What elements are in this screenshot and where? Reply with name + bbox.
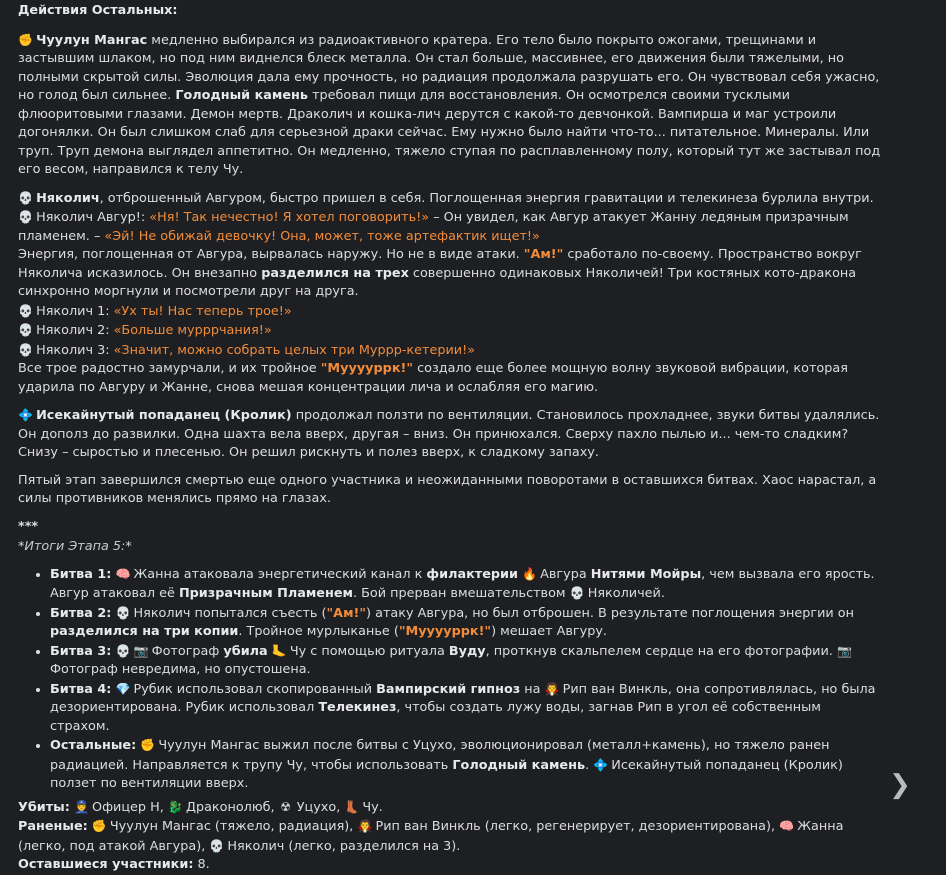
diamond-icon: 💠 (593, 757, 609, 772)
killed-line: Убиты: 👮 Офицер Н, 🐉 Драконолюб, ☢ Уцухо, 👢 Чу. (18, 799, 383, 815)
fist-icon: ✊ (140, 738, 156, 752)
skull-icon: 💀 (18, 190, 33, 205)
list-item: • Битва 3: 💀 📷 Фотограф убила 🦶 Чу с помощью ритуала Вуду, проткнув скальпелем сердце на его фотографии. 📷 Фотограф невредима, но опустошена. (50, 642, 884, 680)
paragraph-chuulun: ✊ Чуулун Мангас медленно выбирался из радиоактивного кратера. Его тело было покрыто ожогами, трещинами и застывшим шлаком, но под ним виднелся блеск металла. Он стал больше, массивнее, его движения были тяжелыми, но полными скрытой силы. Эволюция дала ему прочность, но радиация продолжала разрушать его. Он чувствовал себя ужасно, но голод был сильнее. Голодный камень требовал пищи для восстановления. Он осмотрелся своими тусклыми флюоритовыми глазами. Демон мертв. Драколич и кошка-лич дерутся с какой-то девчонкой. Вампирша и маг устроили догонялки. Он был слишком слаб для серьезной драки сейчас. Ему нужно было найти что-то... питательное. Минералы. Или труп. Труп демона выглядел аппетитно. Он медленно, тяжело ступая по расплавленному полу, который тут же застывал под его весом, направился к телу Чу. (18, 32, 881, 177)
vampire-icon: 🧛 (544, 681, 560, 696)
paragraph-isekai: 💠 Исекайнутый попаданец (Кролик) продолжал ползти по вентиляции. Становилось прохладнее, звуки битвы удалялись. Он дополз до развилки. Одна шахта вела вверх, другая – вниз. Он принюхался. Сверху пахло пылью и... чем-то сладким? Снизу – сыростью и плесенью. Он решил рискнуть и полез вверх, к сладкому запаху. (18, 408, 880, 460)
brain-icon: 🧠 (115, 566, 131, 581)
officer-icon: 👮 (73, 799, 89, 814)
skull-icon: 💀 (115, 605, 131, 620)
fire-icon: 🔥 (522, 566, 537, 581)
list-item: • Битва 4: 💎 Рубик использовал скопированный Вампирский гипноз на 🧛 Рип ван Винкль, она сопротивлялась, но была дезориентирована. Рубик использовал Телекинез, чтобы создать лужу воды, загнав Рип в угол её собственным страхом. (50, 680, 884, 737)
paragraph-stage-end: Пятый этап завершился смертью еще одного участника и неожиданными поворотами в оставшихся битвах. Хаос нарастал, а силы противников менялись прямо на глазах. (18, 472, 877, 506)
dragon-icon: 🐉 (167, 799, 183, 814)
brain-icon: 🧠 (779, 819, 795, 833)
skull-icon: 💀 (18, 342, 33, 357)
diamond-icon: 💠 (18, 408, 33, 422)
remaining-line: Оставшиеся участники: 8. (18, 857, 210, 872)
skull-icon: 💀 (569, 586, 585, 600)
fist-icon: ✊ (91, 819, 107, 833)
summary-title: *Итоги Этапа 5:* (18, 539, 132, 554)
paragraph-nyakolich: 💀 Няколич, отброшенный Авгуром, быстро пришел в себя. Поглощенная энергия гравитации и телекинеза бурлила внутри. 💀 Няколич Авгур!: «Ня! Так нечестно! Я хотел поговорить!» – Он увидел, как Авгур атакует Жанну ледяным призрачным пламенем. – «Эй! Не обижай девочку! Она, может, тоже артефактик ищет!» Энергия, поглощенная от Авгура, вырвалась наружу. Но не в виде атаки. "Ам!" сработало по-своему. Пространство вокруг Няколича исказилось. Он внезапно разделился на трех совершенно одинаковых Няколичей! Три костяных кото-дракона синхронно моргнули и посмотрели друг на друга. 💀 Няколич 1: «Ух ты! Нас теперь трое!» 💀 Няколич 2: «Больше мурррчания!» 💀 Няколич 3: «Значит, можно собрать целых три Муррр-кетерии!» Все трое радостно замурчали, и их тройное "Мууууррк!" создало еще более мощную волну звуковой вибрации, которая ударила по Авгуру и Жанне, снова мешая концентрации лича и ослабляя его магию. (18, 190, 874, 395)
camera-icon: 📷 (836, 643, 852, 658)
list-item: • Остальные: ✊ Чуулун Мангас выжил после битвы с Уцухо, эволюционировал (металл+камень), но тяжело ранен радиацией. Направляется к трупу Чу, чтобы использовать Голодный камень. 💠 Исекайнутый попаданец (Кролик) ползет по вентиляции вверх. (50, 736, 884, 794)
foot-icon: 🦶 (271, 643, 287, 658)
skull-icon: 💀 (18, 303, 33, 318)
gem-icon: 💎 (115, 681, 131, 696)
skull-icon: 💀 (115, 643, 131, 658)
section-heading: Действия Остальных: (18, 3, 178, 18)
message-content (18, 0, 884, 875)
next-arrow-button[interactable]: ❯ (889, 770, 911, 800)
skull-icon: 💀 (209, 838, 225, 853)
list-item: • Битва 2: 💀 Няколич попытался съесть ("Ам!") атаку Авгура, но был отброшен. В результате поглощения энергии он разделился на три копии. Тройное мурлыканье ("Мууууррк!") мешает Авгуру. (50, 604, 884, 642)
boot-icon: 👢 (344, 799, 360, 814)
separator: *** (18, 518, 39, 534)
wounded-line: Раненые: ✊ Чуулун Мангас (тяжело, радиация), 🧛 Рип ван Винкль (легко, регенерирует, дезориентирована), 🧠 Жанна (легко, под атакой Авгура), 💀 Няколич (легко, разделился на 3). (18, 819, 844, 854)
list-item: • Битва 1: 🧠 Жанна атаковала энергетический канал к филактерии 🔥 Авгура Нитями Мойры, чем вызвала его ярость. Авгур атаковал её Призрачным Пламенем. Бой прерван вмешательством 💀 Няколичей. (50, 565, 884, 604)
camera-icon: 📷 (133, 643, 149, 658)
fist-icon: ✊ (18, 32, 33, 47)
battle-list (18, 565, 884, 794)
skull-icon: 💀 (18, 323, 33, 337)
radiation-icon: ☢ (280, 799, 292, 814)
skull-icon: 💀 (18, 210, 33, 224)
vampire-icon: 🧛 (357, 819, 373, 833)
